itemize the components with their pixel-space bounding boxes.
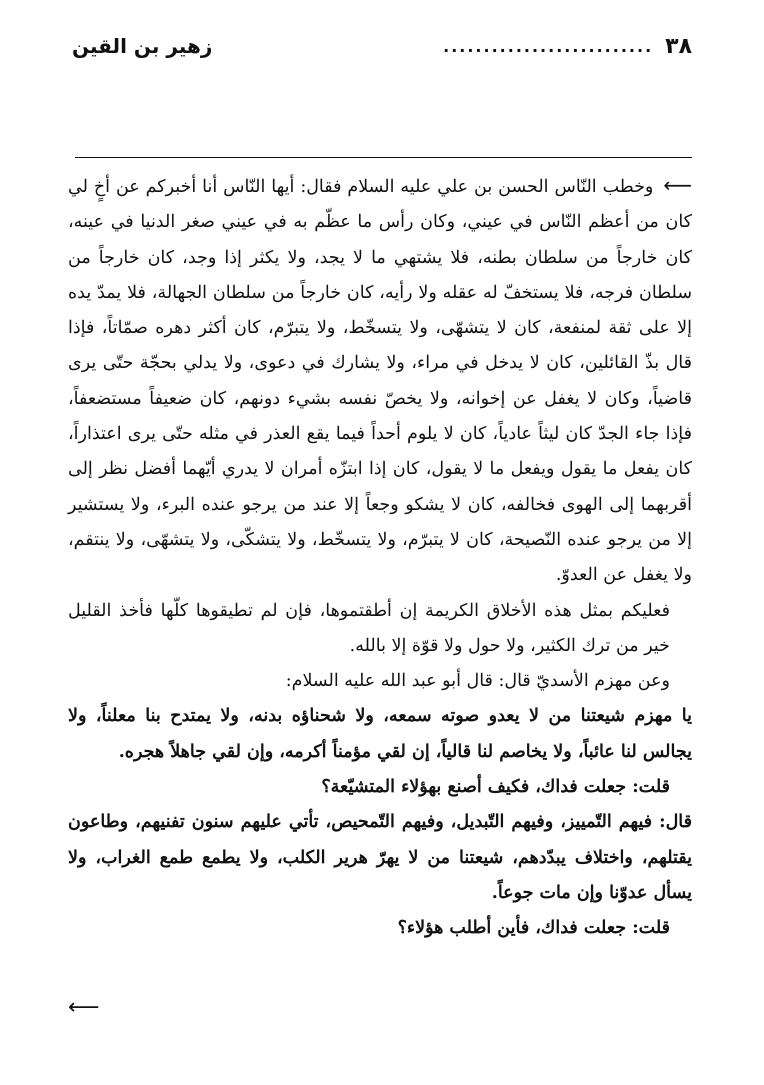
paragraph-sermon [68, 168, 692, 594]
paragraph-text: وخطب النّاس الحسن بن علي عليه السلام فقال: أيها النّاس أنا أخبركم عن أخٍ لي كان من أعظم النّاس في عيني، وكان رأس ما عظّم به في عيني صغر الدنيا في عينه، كان خارجاً من سلطان بطنه، فلا يشتهي ما لا يجد، ولا يكثر إذا وجد، كان خارجاً من سلطان فرجه، فلا يستخفّ له عقله ولا رأيه، كان خارجاً من سلطان الجهالة، فلا يمدّ يده إلا على ثقة لمنفعة، كان لا يتشهّى، ولا يتسخّط، ولا يتبرّم، كان أكثر دهره صمّاتاً، فإذا قال بذّ القائلين، كان لا يدخل في مراء، ولا يشارك في دعوى، ولا يدلي بحجّة حتّى يرى قاضياً، وكان لا يغفل عن إخوانه، ولا يخصّ نفسه بشيء دونهم، كان ضعيفاً مستضعفاً، فإذا جاء الجدّ كان ليثاً عادياً، كان لا يلوم أحداً فيما يقع العذر في مثله حتّى يرى اعتذاراً، كان يفعل ما يقول ويفعل ما لا يقول، كان إذا ابتزّه أمران لا يدري أيّهما أفضل نظر إلى أقربهما إلى الهوى فخالفه، كان لا يشكو وجعاً إلا عند من يرجو عنده البرء، ولا يستشير إلا من يرجو عنده النّصيحة، كان لا يتبرّم، ولا يتسخّط، ولا يتشكّى، ولا يتشهّى، ولا ينتقم، ولا يغفل عن العدوّ. [68, 177, 692, 586]
paragraph-question-1: قلت: جعلت فداك، فكيف أصنع بهؤلاء المتشيّعة؟ [321, 777, 670, 798]
continued-arrow-icon: ⟵ [68, 995, 100, 1020]
header-divider [75, 157, 692, 158]
paragraph-hadith: يا مهزم شيعتنا من لا يعدو صوته سمعه، ولا شحناؤه بدنه، ولا يمتدح بنا معلناً، ولا يجالس لنا عائباً، ولا يخاصم لنا قالياً، إن لقي مؤمناً أكرمه، وإن لقي جاهلاً هجره. [68, 706, 692, 762]
paragraph-question-2: قلت: جعلت فداك، فأين أطلب هؤلاء؟ [397, 918, 670, 939]
page-number: ٣٨ [665, 33, 692, 59]
running-title: زهير بن القين [72, 34, 213, 58]
paragraph-answer: قال: فيهم التّمييز، وفيهم التّبديل، وفيهم التّمحيص، تأتي عليهم سنون تفنيهم، وطاعون يقتلهم، واختلاف يبدّدهم، شيعتنا من لا يهرّ هرير الكلب، ولا يطمع طمع الغراب، ولا يسأل عدوّنا وإن مات جوعاً. [68, 812, 692, 903]
paragraph-narration: وعن مهزم الأسديّ قال: قال أبو عبد الله عليه السلام: [285, 671, 670, 692]
running-header [72, 30, 692, 62]
body-text [68, 168, 692, 947]
continuation-arrow-icon: ⟵ [663, 173, 692, 197]
paragraph-advice: فعليكم بمثل هذه الأخلاق الكريمة إن أطقتموها، فإن لم تطيقوها كلّها فأخذ القليل خير من ترك الكثير، ولا حول ولا قوّة إلا بالله. [68, 600, 670, 656]
dot-leader: .......................... [443, 36, 654, 56]
